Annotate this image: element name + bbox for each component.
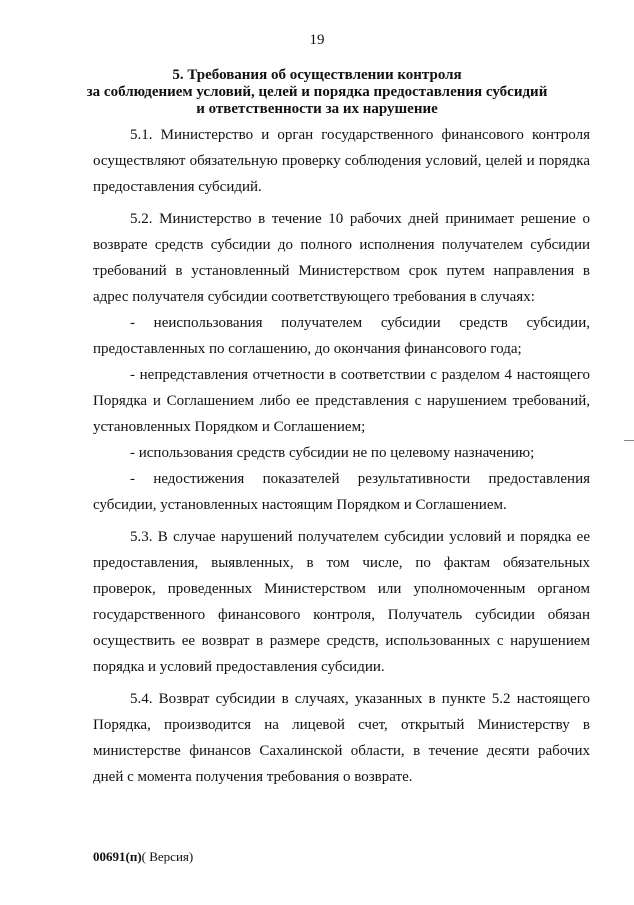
scan-edge-mark: [624, 440, 634, 441]
section-heading-line-2: за соблюдением условий, целей и порядка предоставления субсидий: [86, 84, 548, 100]
section-heading: [0, 67, 634, 118]
page-number: 19: [309, 32, 325, 48]
bullet-item: - непредставления отчетности в соответствии с разделом 4 настоящего Порядка и Соглашением либо ее представления с нарушением требований, установленных Порядком и Соглашением;: [93, 367, 590, 435]
paragraph-5-1: 5.1. Министерство и орган государственного финансового контроля осуществляют обязательную проверку соблюдения условий, целей и порядка предоставления субсидий.: [93, 127, 590, 195]
section-heading-line-1: 5. Требования об осуществлении контроля: [172, 67, 462, 83]
section-heading-line-3: и ответственности за их нарушение: [196, 101, 438, 117]
document-body: [93, 122, 590, 790]
paragraph-5-4: 5.4. Возврат субсидии в случаях, указанных в пункте 5.2 настоящего Порядка, производится на лицевой счет, открытый Министерству в министерстве финансов Сахалинской области, в течение десяти рабочих дней с момента получения требования о возврате.: [93, 691, 590, 785]
bullet-item: - использования средств субсидии не по целевому назначению;: [130, 445, 535, 461]
bullet-item: - неиспользования получателем субсидии средств субсидии, предоставленных по соглашению, до окончания финансового года;: [93, 315, 590, 357]
bullet-item: - недостижения показателей результативности предоставления субсидии, установленных настоящим Порядком и Соглашением.: [93, 471, 590, 513]
paragraph-5-3: 5.3. В случае нарушений получателем субсидии условий и порядка ее предоставления, выявленных, в том числе, по фактам обязательных проверок, проведенных Министерством или уполномоченным органом государственного финансового контроля, Получатель субсидии обязан осуществить ее возврат в размере средств, использованных с нарушением порядка и условий предоставления субсидии.: [93, 529, 590, 675]
document-code: 00691(п): [93, 849, 142, 864]
document-footer: [93, 849, 193, 865]
document-version: ( Версия): [141, 849, 194, 864]
paragraph-5-2: 5.2. Министерство в течение 10 рабочих дней принимает решение о возврате средств субсидии до полного исполнения получателем субсидии требований в установленный Министерством срок путем направления в адрес получателя субсидии соответствующего требования в случаях:: [93, 211, 590, 305]
